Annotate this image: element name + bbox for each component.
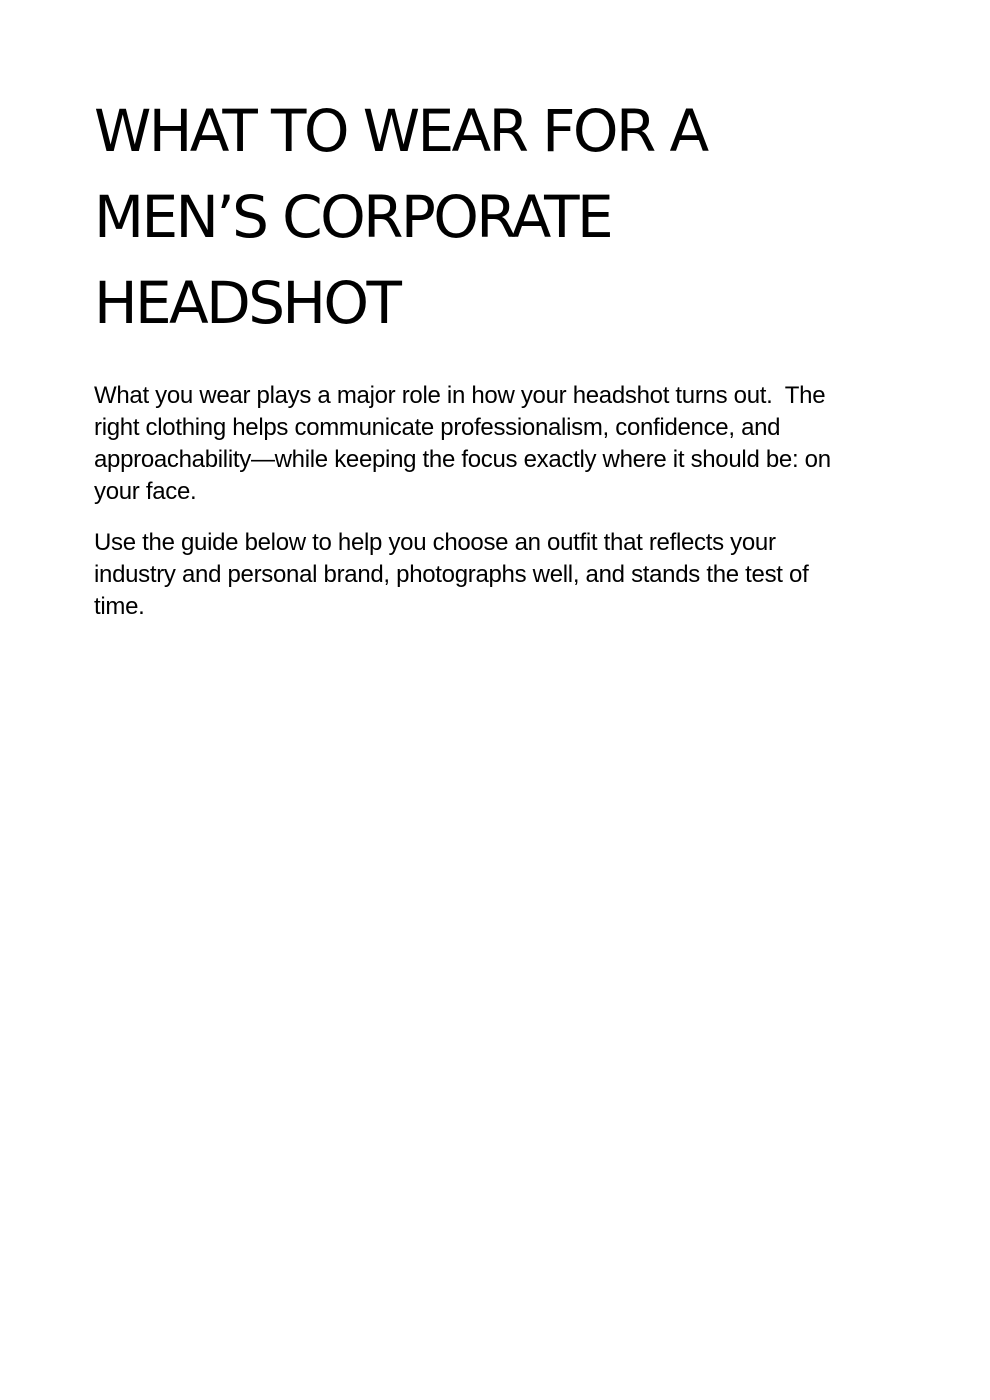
paragraph-line: your face. [94,478,197,505]
title-line: MEN’S CORPORATE [94,183,612,251]
paragraph-line: time. [94,593,145,620]
guide-paragraph [94,527,904,623]
paragraph-line: Use the guide below to help you choose an outfit that reflects your [94,529,776,556]
paragraph-line: industry and personal brand, photographs well, and stands the test of [94,561,809,588]
paragraph-line: What you wear plays a major role in how your headshot turns out. The [94,382,826,409]
intro-paragraph [94,380,904,508]
paragraph-line: approachability—while keeping the focus exactly where it should be: on [94,446,831,473]
title-line: WHAT TO WEAR FOR A [94,97,707,165]
paragraph-line: right clothing helps communicate professionalism, confidence, and [94,414,781,441]
title-line: HEADSHOT [94,269,400,337]
page-title [94,88,914,346]
